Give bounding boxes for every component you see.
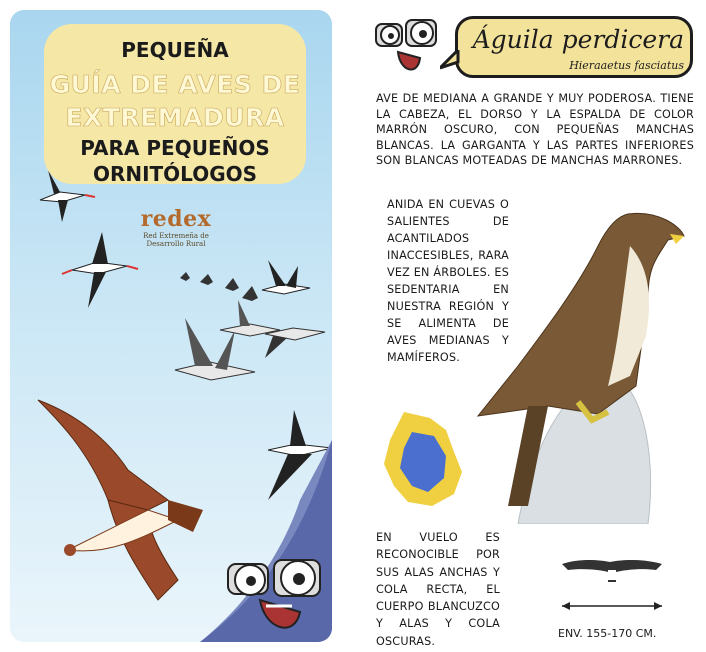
cover-title-line4: PARA PEQUEÑOS (80, 136, 270, 160)
redex-logo (136, 206, 216, 266)
redex-logo-sub2: Desarrollo Rural (146, 240, 206, 248)
species-common-name: Águila perdicera (472, 25, 684, 54)
binocular-mascot-icon (372, 14, 442, 80)
species-scientific-name: Hieraaetus fasciatus (569, 59, 684, 72)
species-habitat: ANIDA EN CUEVAS O SALIENTES DE ACANTILADOS INACCESIBLES, RARA VEZ EN ÁRBOLES. ES SEDENTARIA EN NUESTRA REGIÓN Y SE ALIMENTA DE AVES MEDIANAS Y MAMÍFEROS. (387, 198, 509, 364)
flight-silhouette-icon (560, 548, 664, 612)
stork-icon (62, 232, 138, 308)
binocular-mascot-icon (220, 550, 332, 642)
crane-icon (265, 328, 325, 358)
crane-icon (220, 300, 280, 336)
wingspan-text: ENV. 155-170 CM. (558, 627, 657, 640)
stork-icon (262, 260, 310, 294)
eagle-perched-icon (458, 206, 690, 524)
cover-title-line5: ORNITÓLOGOS (92, 162, 258, 186)
cover-title-box (44, 24, 306, 184)
small-birds-icon (180, 272, 258, 301)
cover-title-line2: GUÍA DE AVES DE (49, 70, 301, 99)
bubble-tail-icon (440, 50, 460, 72)
species-description: AVE DE MEDIANA A GRANDE Y MUY PODEROSA. TIENE LA CABEZA, EL DORSO Y LA ESPALDA DE COLOR MARRÓN OSCURO, CON PEQUEÑAS MANCHAS BLANCAS. LA GARGANTA Y LAS PARTES INFERIORES SON BLANCAS MOTEADAS DE MANCHAS MARRONES. (376, 92, 694, 167)
cover-title-line3: EXTREMADURA (65, 103, 285, 132)
redex-logo-sub1: Red Extremeña de (143, 232, 209, 240)
species-name-bubble (455, 16, 693, 78)
cover-title-line1: PEQUEÑA (121, 38, 229, 62)
cover-panel (10, 10, 332, 642)
species-flight-text: EN VUELO ES RECONOCIBLE POR SUS ALAS ANCHAS Y COLA RECTA, EL CUERPO BLANCUZCO Y ALAS Y COLA OSCURAS. (376, 531, 500, 648)
distribution-map-icon (384, 412, 464, 508)
redex-logo-text: redex (140, 206, 212, 232)
